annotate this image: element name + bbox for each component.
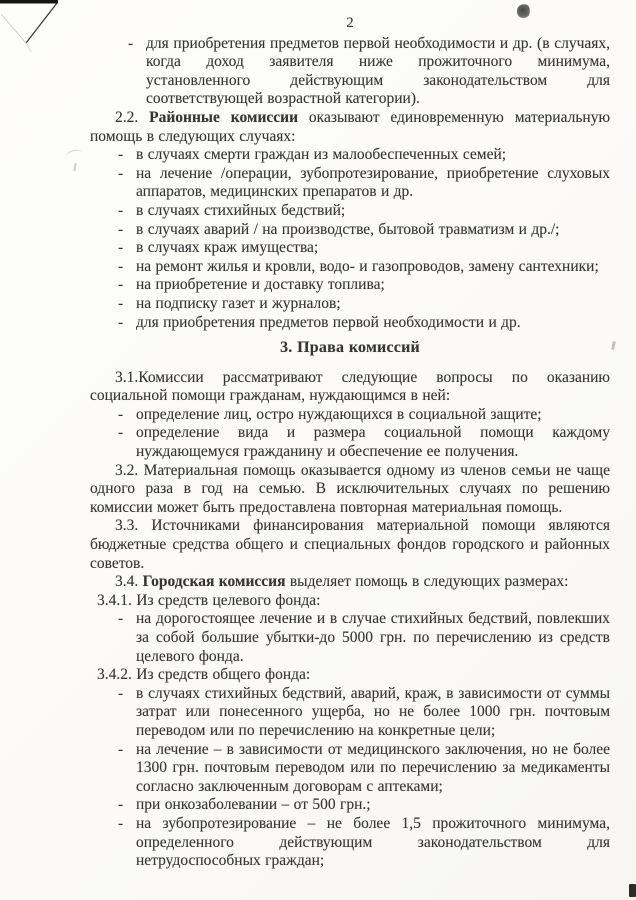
list-item: - на лечение – в зависимости от медицинского заключения, но не более 1300 грн. почтовым переводом или по перечислению за медикаменты согласно заключенным договорам с аптеками; bbox=[136, 741, 610, 797]
general-fund-list bbox=[136, 685, 610, 871]
para-3-4-2: 3.4.2. Из средств общего фонда: bbox=[97, 666, 311, 684]
para-3-4-bold: Городская комиссия bbox=[142, 573, 286, 591]
list-item: - на приобретение и доставку топлива; bbox=[136, 276, 610, 295]
list-item: - на дорогостоящее лечение и в случае стихийных бедствий, повлекших за собой большие убытки-до 5000 грн. по перечислению из средств целевого фонда. bbox=[136, 610, 610, 666]
para-3-3: 3.3. Источниками финансирования материальной помощи являются бюджетные средства общего и специальных фондов городского и районных советов. bbox=[90, 517, 610, 572]
list-item: - на лечение /операции, зубопротезирование, приобретение слуховых аппаратов, медицинских препаратов и др. bbox=[136, 165, 610, 202]
corner-fold-artifact bbox=[0, 0, 80, 62]
para-2-2-num: 2.2. bbox=[115, 108, 139, 126]
district-commission-cases-list bbox=[136, 146, 610, 332]
list-item: - на подписку газет и журналов; bbox=[136, 295, 610, 314]
list-item: - в случаях стихийных бедствий; bbox=[136, 202, 610, 221]
list-item: - на зубопротезирование – не более 1,5 прожиточного минимума, определенного действующим законодательством для нетрудоспособных граждан; bbox=[136, 815, 610, 871]
carryover-list bbox=[146, 35, 610, 109]
list-item: - при онкозаболевании – от 500 грн.; bbox=[136, 796, 610, 815]
list-item: - для приобретения предметов первой необходимости и др. (в случаях, когда доход заявителя ниже прожиточного минимума, установленного действующим законодательством для соответствующей возрастной категории). bbox=[146, 35, 610, 109]
list-item: - на ремонт жилья и кровли, водо- и газопроводов, замену сантехники; bbox=[136, 258, 610, 277]
bottom-edge-mark-artifact bbox=[629, 884, 636, 897]
list-item: - определение вида и размера социальной помощи каждому нуждающемуся гражданину и обеспечение ее получения. bbox=[136, 424, 610, 461]
list-item: - в случаях стихийных бедствий, аварий, краж, в зависимости от суммы затрат или понесенного ущерба, но не более 1000 грн. почтовым переводом или по перечислению на конкретные цели; bbox=[136, 685, 610, 741]
para-3-4-num: 3.4. bbox=[115, 573, 139, 591]
para-3-4-rest: выделяет помощь в следующих размерах: bbox=[289, 573, 569, 591]
list-item: - определение лиц, остро нуждающихся в социальной защите; bbox=[136, 406, 610, 425]
commission-questions-list bbox=[136, 406, 610, 462]
section-3-heading: 3. Права комиссий bbox=[280, 339, 420, 357]
para-3-4-1: 3.4.1. Из средств целевого фонда: bbox=[97, 591, 321, 609]
para-2-2-rest: оказывают единовременную материальную помощь в следующих случаях: bbox=[90, 108, 611, 145]
para-3-4 bbox=[90, 573, 610, 592]
list-item: - в случаях аварий / на производстве, бытовой травматизм и др./; bbox=[136, 221, 610, 240]
para-2-2 bbox=[90, 109, 610, 146]
list-item: - в случаях краж имущества; bbox=[136, 239, 610, 258]
para-3-1: 3.1.Комиссии рассматривают следующие вопросы по оказанию социальной помощи гражданам, нуждающимся в ней: bbox=[90, 368, 610, 405]
list-item: - в случаях смерти граждан из малообеспеченных семей; bbox=[136, 146, 610, 165]
page-number: 2 bbox=[346, 15, 354, 31]
para-2-2-bold: Районные комиссии bbox=[149, 108, 299, 126]
target-fund-list bbox=[136, 610, 610, 666]
list-item: - для приобретения предметов первой необходимости и др. bbox=[136, 314, 610, 333]
para-3-2: 3.2. Материальная помощь оказывается одному из членов семьи не чаще одного раза в год на семью. В исключительных случаях по решению комиссии может быть предоставлена повторная материальная помощь. bbox=[90, 461, 610, 516]
